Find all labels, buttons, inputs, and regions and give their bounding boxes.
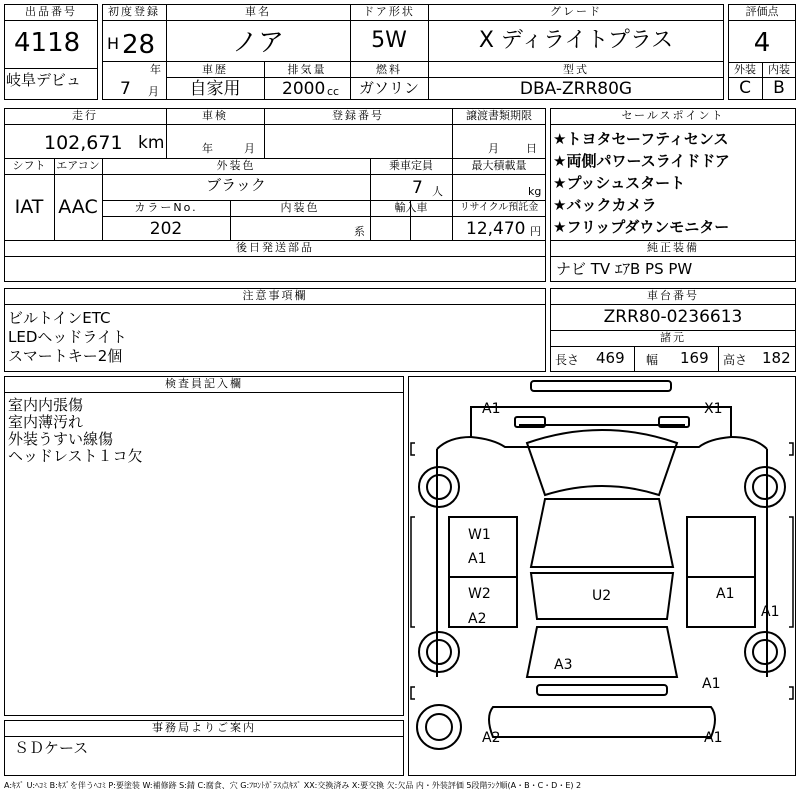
load-unit: kg	[528, 185, 542, 198]
ac-label: エアコン	[56, 159, 100, 172]
office-value: ＳＤケース	[14, 739, 89, 757]
width-label: 幅	[646, 353, 659, 367]
legend-text: A:ｷｽﾞ U:ﾍｺﾐ B:ｷｽﾞを伴うﾍｺﾐ P:要塗装 W:補修跡 S:錆 C:腐食、穴 G:ﾌﾛﾝﾄｶﾞﾗｽ点ｷｽﾞ XX:交換済み X:要交換 欠:欠品 内・外装評価 5段階ﾗﾝｸ順(A・B・C・D・E) 2	[4, 781, 582, 790]
damage-mark: A3	[554, 657, 573, 673]
damage-mark: A1	[716, 586, 735, 602]
damage-mark: W1	[468, 527, 491, 543]
damage-mark: U2	[592, 588, 612, 604]
grade-value: X ディライトプラス	[478, 28, 674, 53]
door-type: 5W	[371, 28, 407, 53]
transfer-label: 譲渡書類期限	[466, 109, 532, 122]
inspector-label: 検査員記入欄	[165, 377, 243, 390]
reg-label: 初度登録	[108, 5, 160, 18]
color-no-value: 202	[149, 219, 183, 239]
office-label: 事務局よりご案内	[152, 721, 256, 734]
history-label: 車歴	[202, 63, 228, 76]
capacity-unit: 人	[432, 185, 443, 198]
height-label: 高さ	[723, 353, 748, 367]
sales-point: ★両側パワースライドドア	[553, 152, 730, 170]
displacement-unit: cc	[327, 85, 340, 98]
damage-mark: A1	[468, 551, 487, 567]
ext-score-label: 外装	[734, 63, 756, 76]
length-value: 469	[596, 349, 625, 367]
int-score: B	[773, 78, 785, 98]
fuel-value: ガソリン	[358, 79, 419, 97]
reg-year-unit: 年	[150, 63, 161, 76]
height-value: 182	[762, 349, 791, 367]
plate-label: 登録番号	[332, 109, 384, 122]
interior-label: 内装色	[280, 201, 320, 214]
transfer-month-unit: 月	[488, 142, 499, 155]
equipment-label: 純正装備	[647, 241, 699, 254]
car-name: ノア	[231, 28, 284, 58]
damage-mark: X1	[704, 401, 723, 417]
reg-month-unit: 月	[148, 85, 159, 98]
shift-label: シフト	[12, 159, 46, 172]
sales-point: ★バックカメラ	[553, 196, 657, 214]
note-line: ビルトインETC	[8, 309, 111, 327]
displacement-label: 排気量	[287, 63, 327, 76]
length-label: 長さ	[555, 353, 580, 367]
damage-mark: A1	[704, 730, 723, 746]
mileage-label: 走行	[72, 109, 98, 122]
mileage-value: 102,671	[44, 132, 123, 154]
exterior-label: 外装色	[216, 159, 256, 172]
score-label: 評価点	[745, 5, 779, 18]
reg-era: H	[107, 34, 120, 53]
door-label: ドア形状	[363, 5, 415, 18]
chassis-number: ZRR80-0236613	[603, 307, 743, 327]
shift-value: IAT	[14, 196, 44, 218]
sales-point: ★フリップダウンモニター	[553, 218, 730, 236]
inspection-label: 車検	[202, 109, 228, 122]
note-line: スマートキー2個	[8, 347, 123, 365]
color-no-label: カラーNo.	[134, 201, 198, 214]
ac-value: AAC	[58, 196, 98, 218]
car-diagram	[409, 377, 795, 775]
sales-point: ★プッシュスタート	[553, 174, 686, 192]
inspection-month-unit: 月	[244, 142, 255, 155]
load-label: 最大積載量	[471, 159, 527, 172]
displacement-value: 2000	[282, 79, 326, 99]
inspector-line: ヘッドレスト１コ欠	[8, 447, 143, 465]
width-value: 169	[680, 349, 709, 367]
transfer-day-unit: 日	[526, 142, 537, 155]
interior-unit: 系	[354, 225, 365, 238]
note-line: LEDヘッドライト	[8, 328, 127, 346]
debut-label: 岐阜デビュ	[6, 71, 82, 89]
reg-month: 7	[120, 79, 131, 99]
car-name-label: 車名	[245, 5, 271, 18]
grade-label: グレード	[550, 5, 602, 18]
recycle-label: リサイクル預託金	[459, 202, 539, 213]
notes-label: 注意事項欄	[242, 289, 308, 302]
damage-mark: A2	[468, 611, 487, 627]
mileage-unit: km	[138, 133, 165, 153]
later-parts-label: 後日発送部品	[236, 241, 314, 254]
lot-label: 出品番号	[25, 5, 77, 18]
model-label: 型式	[563, 63, 589, 76]
damage-mark: A2	[482, 730, 501, 746]
inspection-year-unit: 年	[202, 142, 213, 155]
sales-point: ★トヨタセーフティセンス	[553, 130, 729, 148]
damage-mark: A1	[482, 401, 501, 417]
model-value: DBA-ZRR80G	[519, 79, 633, 99]
capacity-value: 7	[412, 178, 423, 198]
recycle-value: 12,470	[466, 219, 526, 239]
damage-mark: A1	[702, 676, 721, 692]
fuel-label: 燃料	[376, 63, 402, 76]
score-value: 4	[753, 28, 771, 58]
int-score-label: 内装	[768, 63, 790, 76]
inspector-line: 室内内張傷	[8, 396, 84, 414]
damage-mark: A1	[761, 604, 780, 620]
inspector-line: 室内薄汚れ	[8, 413, 84, 431]
lot-number: 4118	[14, 28, 81, 58]
recycle-unit: 円	[530, 225, 541, 238]
sales-label: セールスポイント	[621, 109, 725, 122]
import-label: 輸入車	[394, 201, 428, 214]
history-value: 自家用	[189, 79, 241, 99]
ext-score: C	[739, 78, 751, 98]
damage-mark: W2	[468, 586, 491, 602]
inspector-line: 外装うすい線傷	[8, 430, 114, 448]
equipment-value: ナビ TV ｴｱB PS PW	[556, 260, 693, 278]
exterior-value: ブラック	[206, 176, 266, 194]
chassis-label: 車台番号	[647, 289, 699, 302]
dims-label: 諸元	[660, 331, 686, 344]
capacity-label: 乗車定員	[389, 159, 433, 172]
reg-year: 28	[122, 30, 156, 60]
